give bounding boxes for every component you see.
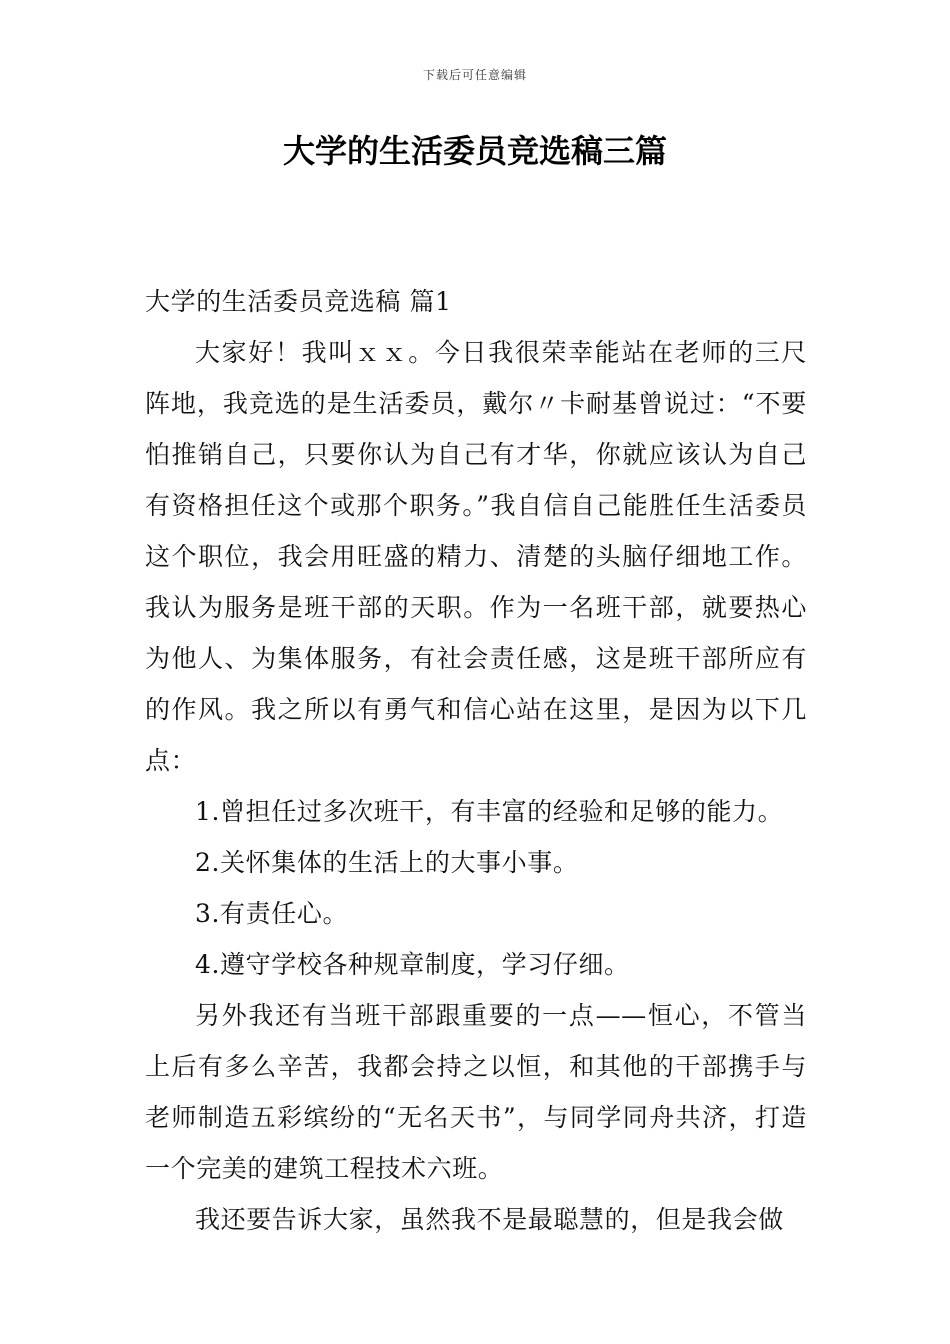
list-item: 1.曾担任过多次班干，有丰富的经验和足够的能力。 — [195, 797, 784, 826]
list-item: 2.关怀集体的生活上的大事小事。 — [195, 848, 579, 877]
paragraph-intro: 大家好！我叫ｘｘ。今日我很荣幸能站在老师的三尺阵地，我竞选的是生活委员，戴尔〃卡耐基曾说过：“不要怕推销自己，只要你认为自己有才华，你就应该认为自己有资格担任这个或那个职务。”我自信自己能胜任生活委员这个职位，我会用旺盛的精力、清楚的头脑仔细地工作。我认为服务是班干部的天职。作为一名班干部，就要热心为他人、为集体服务，有社会责任感，这是班干部所应有的作风。我之所以有勇气和信心站在这里，是因为以下几点： — [145, 338, 807, 775]
list-item: 3.有责任心。 — [195, 899, 349, 928]
paragraph-perseverance: 另外我还有当班干部跟重要的一点——恒心，不管当上后有多么辛苦，我都会持之以恒，和其他的干部携手与老师制造五彩缤纷的“无名天书”，与同学同舟共济，打造一个完美的建筑工程技术六班。 — [145, 1001, 807, 1183]
header-note: 下载后可任意编辑 — [422, 68, 527, 82]
section-heading: 大学的生活委员竞选稿 篇1 — [145, 287, 452, 316]
list-item: 4.遵守学校各种规章制度，学习仔细。 — [195, 950, 630, 979]
paragraph-closing: 我还要告诉大家，虽然我不是最聪慧的，但是我会做 — [195, 1205, 784, 1234]
document-body — [145, 276, 807, 1245]
document-title: 大学的生活委员竞选稿三篇 — [282, 132, 667, 170]
